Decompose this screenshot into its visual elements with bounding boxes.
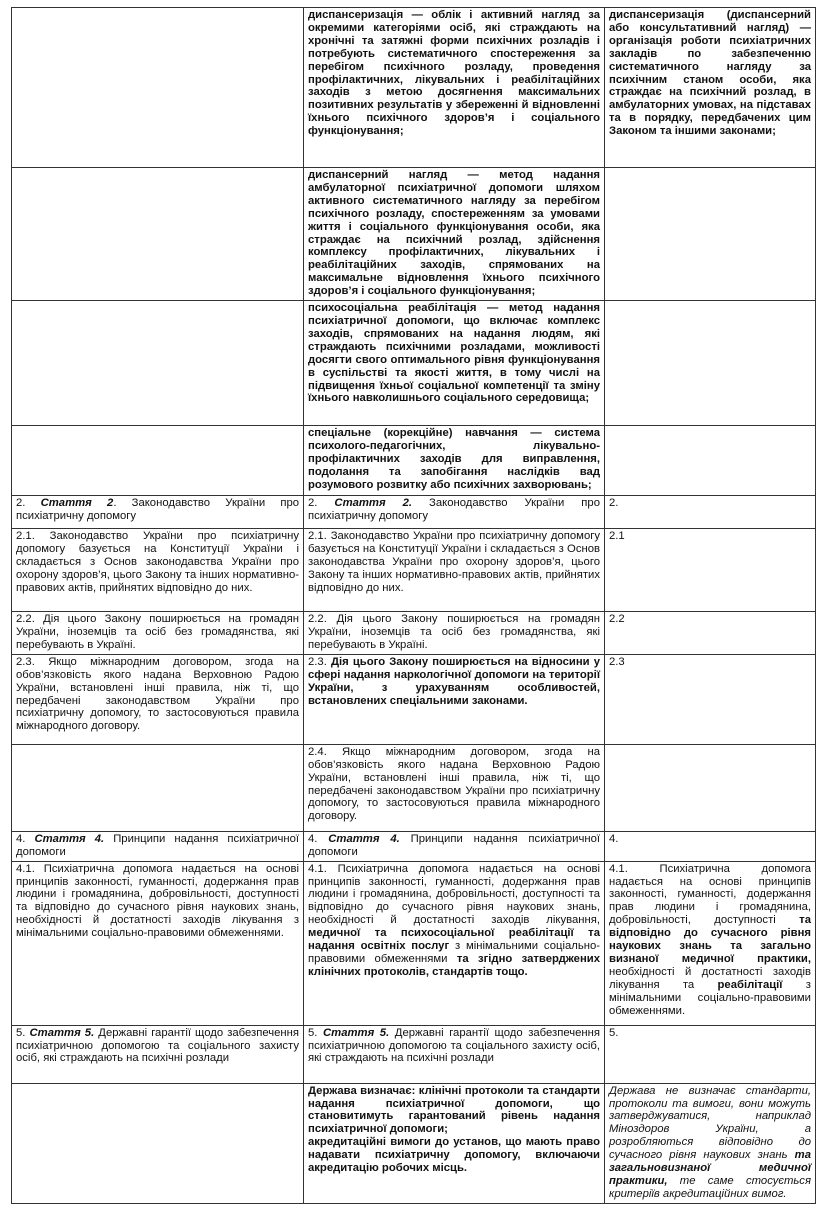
- table-row: [12, 496, 816, 529]
- cell-text: з мінімальними соціально-правовими обмеженнями: [308, 940, 600, 965]
- cell-text: 2.: [308, 497, 335, 510]
- table-row: [12, 529, 816, 612]
- cell-text: 2.4. Якщо міжнародним договором, згода на обов’язковість якого надана Верховною Радою України, встановлені інші правила, ніж ті, що передбачені законодавством України про психіатричну допомогу, то застосовуються правила міжнародного договору.: [308, 745, 600, 823]
- cell-text: 4.1. Психіатрична допомога надається на основі принципів законності, гуманності, додержання прав людини і громадянина, добровільності, доступності та відповідно до сучасного рівня наукових знань, необхідності й достатності заходів лікування з мінімальними соціально-правовими обмеженнями.: [16, 862, 299, 940]
- cell-text: спеціальне (корекційне) навчання — система психолого-педагогічних, лікувально-профілактичних заходів для виправлення, подолання та запобігання наслідків вад розумового розвитку або психічних захворювань;: [308, 427, 600, 491]
- table-row: [12, 168, 816, 301]
- cell-text: та загальновизнаної медичної практики,: [609, 1149, 811, 1187]
- cell-text: Принципи надання психіатричної допомоги: [308, 832, 601, 858]
- cell-text: 4.: [308, 832, 329, 845]
- table-cell-col1: [12, 744, 304, 831]
- cell-text: 5.: [609, 1026, 619, 1039]
- cell-text: Стаття 2.: [334, 497, 413, 510]
- cell-text: 2.1. Законодавство України про психіатричну допомогу базується на Конституції України і складається з Основ законодавства України про охорону здоров’я, цього Закону та інших нормативно-правових актів, прийнятих відповідно до них.: [308, 530, 600, 594]
- table-cell-col3: [605, 426, 816, 496]
- cell-text: 2.2: [609, 613, 625, 626]
- cell-text: Стаття 4.: [34, 832, 105, 845]
- table-cell-col2: [304, 1083, 605, 1203]
- cell-text: Стаття 4.: [328, 832, 400, 845]
- table-cell-col1: [12, 831, 304, 861]
- cell-text: Стаття 2: [40, 497, 114, 510]
- table-cell-col2: [304, 168, 605, 301]
- cell-text: Держава визначає: клінічні протоколи та стандарти надання психіатричної допомоги, що становитимуть гарантований рівень надання психіатричної допомоги;: [308, 1084, 600, 1136]
- table-cell-col3: [605, 831, 816, 861]
- table-cell-col3: [605, 301, 816, 426]
- table-row: [12, 426, 816, 496]
- table-cell-col1: [12, 529, 304, 612]
- cell-text: 2.3. Якщо міжнародним договором, згода на обов’язковість якого надана Верховною Радою України, встановлені інші правила, ніж ті, що передбачені законодавством України про психіатричну допомогу, то застосовуються правила міжнародного договору.: [16, 655, 299, 733]
- table-row: [12, 8, 816, 168]
- cell-text: 2.1. Законодавство України про психіатричну допомогу базується на Конституції України і складається з Основ законодавства України про охорону здоров’я, цього Закону та інших нормативно-правових актів, прийнятих відповідно до них.: [16, 530, 299, 594]
- cell-text: . Законодавство України про психіатричну допомогу: [16, 497, 300, 522]
- table-cell-col1: [12, 612, 304, 655]
- table-row: [12, 1083, 816, 1203]
- cell-text: Державні гарантії щодо забезпечення психіатричною допомогою та соціального захисту осіб, які страждають на психічні розлади: [308, 1026, 601, 1065]
- cell-text: 2.3.: [308, 655, 331, 668]
- table-cell-col2: [304, 496, 605, 529]
- cell-text: Держава не визначає стандарти, протоколи та вимоги, вони можуть затверджуватися, наприклад Міноздоров України, а розробляються відповідно до сучасного рівня наукових знань: [609, 1084, 811, 1162]
- cell-text: 4.: [609, 832, 619, 845]
- table-cell-col3: [605, 861, 816, 1025]
- cell-text: Законодавство України про психіатричну допомогу: [308, 497, 600, 522]
- table-cell-col1: [12, 1083, 304, 1203]
- cell-text: 2.2. Дія цього Закону поширюється на громадян України, іноземців та осіб без громадянства, які перебувають в Україні.: [16, 613, 299, 651]
- cell-text: 2.2. Дія цього Закону поширюється на громадян України, іноземців та осіб без громадянства, які перебувають в Україні.: [308, 613, 600, 651]
- table-cell-col3: [605, 168, 816, 301]
- cell-text: Дія цього Закону поширюється на відносини у сфері надання наркологічної допомоги на території України, з урахуванням особливостей, встановлених спеціальними законами.: [308, 655, 601, 707]
- cell-text: медичної та психосоціальної реабілітації та надання освітніх послуг: [308, 927, 600, 953]
- cell-text: диспансеризація — облік і активний нагляд за окремими категоріями осіб, які страждають на хронічні та затяжні форми психічних розладів і потребують систематичного спостереження за перебігом психічного розладу, проведення профілактичних, лікувальних і реабілітаційних заходів з метою досягнення максимальних позитивних результатів у збереженні й відновленні їхнього психічного здоров’я і соціального функціонування;: [308, 9, 600, 138]
- table-cell-col1: [12, 1025, 304, 1083]
- table-cell-col2: [304, 831, 605, 861]
- table-row: [12, 301, 816, 426]
- table-row: [12, 654, 816, 744]
- table-cell-col3: [605, 654, 816, 744]
- table-cell-col2: [304, 744, 605, 831]
- table-row: [12, 861, 816, 1025]
- cell-text: диспансеризація (диспансерний або консультативний нагляд) — організація роботи психіатричних закладів по забезпеченню систематичного нагляду за психічним станом особи, яка страждає на психічний розлад, в амбулаторних умовах, на підставах та в порядку, передбачених цим Законом та іншими законами;: [609, 9, 811, 138]
- comparison-table: [11, 7, 816, 1204]
- cell-text: Принципи надання психіатричної допомоги: [16, 832, 299, 858]
- table-cell-col1: [12, 301, 304, 426]
- cell-text: акредитаційні вимоги до установ, що мають право надавати психіатричну допомогу, включаючи акредитацію робочих місць.: [308, 1136, 600, 1175]
- table-cell-col2: [304, 861, 605, 1025]
- cell-text: необхідності й достатності заходів лікування та: [609, 965, 811, 991]
- table-cell-col3: [605, 8, 816, 168]
- cell-text: 4.1. Психіатрична допомога надається на основі принципів законності, гуманності, додержання прав людини і громадянина, добровільності, доступності: [609, 862, 811, 927]
- table-cell-col2: [304, 529, 605, 612]
- cell-text: 5.: [308, 1026, 323, 1039]
- cell-text: 2.3: [609, 655, 625, 668]
- table-cell-col3: [605, 612, 816, 655]
- table-row: [12, 1025, 816, 1083]
- cell-text: 2.1: [609, 530, 625, 543]
- cell-text: та відповідно до сучасного рівня наукових знань та загально визнаної медичної практики,: [609, 914, 811, 965]
- cell-text: Стаття 5.: [323, 1026, 390, 1039]
- cell-text: та згідно затверджених клінічних протоколів, стандартів тощо.: [308, 952, 600, 978]
- document-page: [11, 7, 815, 1204]
- cell-text: 2.: [16, 497, 41, 510]
- table-row: [12, 744, 816, 831]
- table-cell-col1: [12, 8, 304, 168]
- table-cell-col1: [12, 426, 304, 496]
- table-cell-col1: [12, 168, 304, 301]
- cell-text: диспансерний нагляд — метод надання амбулаторної психіатричної допомоги шляхом активного систематичного нагляду за перебігом психічного розладу, спостереженням за умовами життя і соціального функціонування особи, яка страждає на психічний розлад, здійснення комплексу профілактичних, лікувальних і реабілітаційних заходів, спрямованих на максимальне відновлення їхнього психічного здоров’я і соціального функціонування;: [308, 169, 600, 298]
- table-cell-col1: [12, 496, 304, 529]
- table-cell-col3: [605, 529, 816, 612]
- table-cell-col2: [304, 426, 605, 496]
- table-row: [12, 612, 816, 655]
- table-cell-col3: [605, 744, 816, 831]
- cell-text: з мінімальними соціально-правовими обмеженнями.: [609, 978, 811, 1017]
- cell-text: Державні гарантії щодо забезпечення психіатричною допомогою та соціального захисту осіб, які страждають на психічні розлади: [16, 1026, 300, 1065]
- table-cell-col2: [304, 1025, 605, 1083]
- table-row: [12, 831, 816, 861]
- table-cell-col2: [304, 612, 605, 655]
- table-cell-col2: [304, 654, 605, 744]
- cell-text: 2.: [609, 497, 619, 510]
- cell-text: реабілітації: [717, 978, 783, 991]
- cell-text: 5.: [16, 1026, 30, 1039]
- cell-text: Стаття 5.: [29, 1026, 95, 1039]
- table-cell-col3: [605, 1025, 816, 1083]
- cell-text: 4.: [16, 832, 35, 845]
- cell-text: те саме стосується критеріїв акредитаційних вимог.: [609, 1174, 811, 1200]
- cell-text: 4.1. Психіатрична допомога надається на основі принципів законності, гуманності, додержання прав людини і громадянина, добровільності, доступності та відповідно до сучасного рівня наукових знань, необхідності й достатності заходів лікування,: [308, 862, 600, 927]
- table-cell-col1: [12, 654, 304, 744]
- table-cell-col2: [304, 301, 605, 426]
- cell-text: психосоціальна реабілітація — метод надання психіатричної допомоги, що включає комплекс заходів, спрямованих на надання людям, які страждають психічними розладами, можливості досягти свого оптимального рівня функціонування в суспільстві та якості життя, в тому числі на підвищення їхньої соціальної компетенції та зміну їхнього навколишнього соціального середовища;: [308, 302, 600, 405]
- table-cell-col3: [605, 496, 816, 529]
- table-cell-col3: [605, 1083, 816, 1203]
- table-cell-col2: [304, 8, 605, 168]
- table-cell-col1: [12, 861, 304, 1025]
